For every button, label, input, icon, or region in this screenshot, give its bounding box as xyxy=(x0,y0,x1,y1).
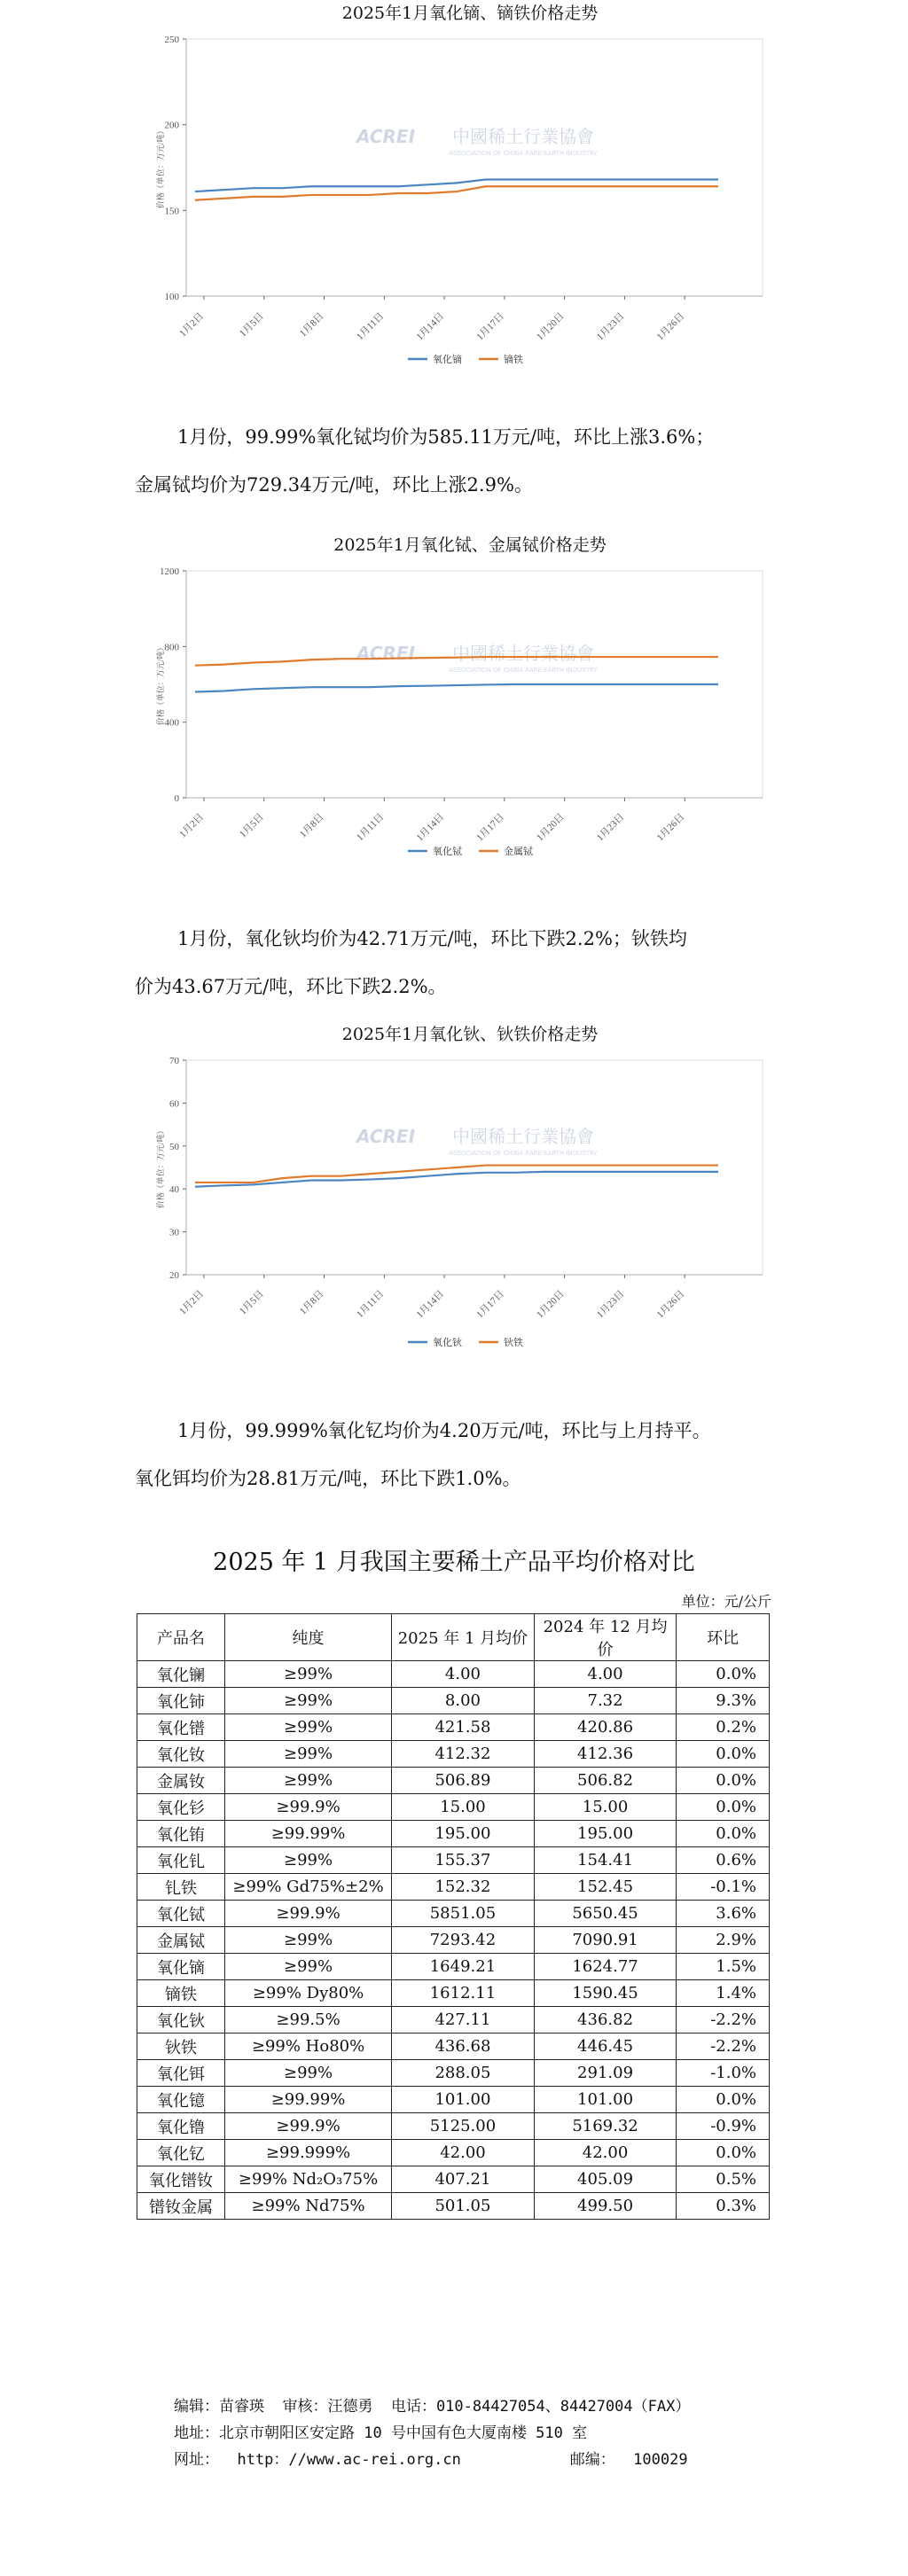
table-row xyxy=(137,1847,770,1874)
footer xyxy=(174,2393,690,2473)
x-tick-label: 1月2日 xyxy=(177,310,207,340)
cell-product: 氧化铈 xyxy=(137,1688,225,1714)
watermark-logo: ACREI xyxy=(356,643,416,664)
cell-jan-price: 288.05 xyxy=(392,2060,535,2087)
paragraph-line: 1月份，99.999%氧化钇均价为4.20万元/吨，环比与上月持平。 xyxy=(177,1420,711,1441)
cell-purity: ≥99.999% xyxy=(224,2140,391,2166)
watermark-sub: ASSOCIATION OF CHINA RARE EARTH INDUSTRY xyxy=(449,150,598,157)
x-tick-label: 1月11日 xyxy=(355,1288,387,1321)
x-tick-label: 1月14日 xyxy=(414,310,447,343)
watermark-name: 中國稀土行業協會 xyxy=(452,126,594,147)
cell-dec-price: 420.86 xyxy=(534,1714,677,1741)
legend-label: 钬铁 xyxy=(504,1337,523,1348)
x-tick-label: 1月2日 xyxy=(177,1288,207,1317)
cell-change: -2.2% xyxy=(677,2007,770,2033)
cell-product: 氧化铽 xyxy=(137,1901,225,1927)
cell-product: 氧化铒 xyxy=(137,2060,225,2087)
chart-title: 2025年1月氧化镝、镝铁价格走势 xyxy=(341,4,599,23)
paragraph-line: 1月份，氧化钬均价为42.71万元/吨，环比下跌2.2%；钬铁均 xyxy=(177,928,687,949)
watermark-name: 中國稀土行業協會 xyxy=(452,643,594,664)
cell-jan-price: 501.05 xyxy=(392,2193,535,2220)
footer-editor: 编辑：苗睿瑛 审核：汪德勇 电话：010-84427054、84427004（FAX） xyxy=(174,2398,691,2416)
cell-purity: ≥99% xyxy=(224,1688,391,1714)
x-tick-label: 1月26日 xyxy=(654,310,687,343)
table-header-row xyxy=(137,1614,770,1661)
cell-change: 0.0% xyxy=(677,2087,770,2113)
cell-dec-price: 5650.45 xyxy=(534,1901,677,1927)
cell-jan-price: 15.00 xyxy=(392,1794,535,1821)
cell-product: 氧化钬 xyxy=(137,2007,225,2033)
cell-change: 2.9% xyxy=(677,1927,770,1954)
cell-purity: ≥99.99% xyxy=(224,1821,391,1847)
cell-jan-price: 5851.05 xyxy=(392,1901,535,1927)
table-row xyxy=(137,1874,770,1901)
table-row xyxy=(137,1927,770,1954)
x-tick-label: 1月11日 xyxy=(355,811,387,844)
chart-title: 2025年1月氧化铽、金属铽价格走势 xyxy=(333,535,607,555)
cell-jan-price: 421.58 xyxy=(392,1714,535,1741)
y-tick-label: 400 xyxy=(164,717,179,729)
cell-dec-price: 5169.32 xyxy=(534,2113,677,2140)
cell-product: 氧化钇 xyxy=(137,2140,225,2166)
x-tick-label: 1月5日 xyxy=(238,1288,266,1317)
cell-dec-price: 446.45 xyxy=(534,2033,677,2060)
chart-dysprosium xyxy=(151,0,789,390)
cell-change: 0.2% xyxy=(677,1714,770,1741)
y-tick-label: 1200 xyxy=(160,566,179,577)
legend-label: 氧化铽 xyxy=(433,846,462,857)
y-tick-label: 30 xyxy=(169,1227,179,1238)
y-tick-label: 0 xyxy=(174,793,179,804)
cell-change: 0.0% xyxy=(677,2140,770,2166)
cell-change: 0.0% xyxy=(677,1661,770,1688)
x-tick-label: 1月8日 xyxy=(297,310,326,340)
cell-product: 氧化镥 xyxy=(137,2113,225,2140)
watermark-logo: ACREI xyxy=(356,126,416,147)
cell-jan-price: 427.11 xyxy=(392,2007,535,2033)
y-tick-label: 50 xyxy=(169,1141,179,1152)
cell-change: -0.1% xyxy=(677,1874,770,1901)
cell-change: 1.4% xyxy=(677,1980,770,2007)
table-row xyxy=(137,1980,770,2007)
cell-purity: ≥99% xyxy=(224,1954,391,1980)
cell-jan-price: 5125.00 xyxy=(392,2113,535,2140)
cell-jan-price: 42.00 xyxy=(392,2140,535,2166)
table-row xyxy=(137,2060,770,2087)
cell-product: 钆铁 xyxy=(137,1874,225,1901)
cell-purity: ≥99.9% xyxy=(224,2113,391,2140)
cell-purity: ≥99.9% xyxy=(224,1901,391,1927)
header-change: 环比 xyxy=(677,1614,770,1661)
x-tick-label: 1月20日 xyxy=(535,310,567,343)
header-jan-price: 2025 年 1 月均价 xyxy=(392,1614,535,1661)
cell-dec-price: 154.41 xyxy=(534,1847,677,1874)
cell-dec-price: 4.00 xyxy=(534,1661,677,1688)
table-row xyxy=(137,1768,770,1794)
cell-product: 氧化镨钕 xyxy=(137,2166,225,2193)
header-dec-price: 2024 年 12 月均价 xyxy=(534,1614,677,1661)
table-row xyxy=(137,2007,770,2033)
y-tick-label: 70 xyxy=(169,1056,179,1066)
price-table xyxy=(137,1613,770,2220)
footer-website: 网址： http：//www.ac-rei.org.cn 邮编： 100029 xyxy=(174,2451,688,2469)
y-tick-label: 20 xyxy=(169,1270,179,1281)
x-tick-label: 1月17日 xyxy=(474,310,507,343)
watermark-sub: ASSOCIATION OF CHINA RARE EARTH INDUSTRY xyxy=(449,667,598,674)
paragraph-yttrium xyxy=(135,1407,791,1503)
cell-purity: ≥99% xyxy=(224,1661,391,1688)
cell-change: 0.3% xyxy=(677,2193,770,2220)
cell-purity: ≥99% xyxy=(224,1768,391,1794)
cell-dec-price: 7.32 xyxy=(534,1688,677,1714)
table-row xyxy=(137,2033,770,2060)
plot-frame xyxy=(186,39,763,296)
x-tick-label: 1月14日 xyxy=(414,1288,447,1321)
cell-purity: ≥99% Gd75%±2% xyxy=(224,1874,391,1901)
x-tick-label: 1月17日 xyxy=(474,1288,507,1321)
cell-jan-price: 506.89 xyxy=(392,1768,535,1794)
watermark-name: 中國稀土行業協會 xyxy=(452,1126,594,1147)
cell-purity: ≥99.5% xyxy=(224,2007,391,2033)
y-axis-label: 价格（单位：万元/吨） xyxy=(156,126,165,209)
series-line-oxide xyxy=(195,684,718,692)
table-unit: 单位：元/公斤 xyxy=(681,1593,771,1610)
x-tick-label: 1月8日 xyxy=(297,1288,326,1317)
plot-frame xyxy=(186,1060,763,1275)
legend-label: 氧化钬 xyxy=(433,1337,462,1348)
cell-product: 镨钕金属 xyxy=(137,2193,225,2220)
legend-label: 镝铁 xyxy=(504,354,523,365)
cell-change: -0.9% xyxy=(677,2113,770,2140)
cell-change: 0.6% xyxy=(677,1847,770,1874)
x-tick-label: 1月14日 xyxy=(414,811,447,844)
table-row xyxy=(137,1794,770,1821)
cell-product: 氧化钐 xyxy=(137,1794,225,1821)
cell-product: 金属钕 xyxy=(137,1768,225,1794)
cell-product: 氧化镨 xyxy=(137,1714,225,1741)
cell-product: 氧化镝 xyxy=(137,1954,225,1980)
x-tick-label: 1月26日 xyxy=(654,1288,687,1321)
cell-jan-price: 1649.21 xyxy=(392,1954,535,1980)
footer-address: 地址：北京市朝阳区安定路 10 号中国有色大厦南楼 510 室 xyxy=(174,2424,588,2442)
x-tick-label: 1月23日 xyxy=(594,1288,627,1321)
cell-jan-price: 7293.42 xyxy=(392,1927,535,1954)
cell-product: 金属铽 xyxy=(137,1927,225,1954)
x-tick-label: 1月20日 xyxy=(535,811,567,844)
cell-purity: ≥99% xyxy=(224,1927,391,1954)
cell-dec-price: 152.45 xyxy=(534,1874,677,1901)
chart-title: 2025年1月氧化钬、钬铁价格走势 xyxy=(341,1025,599,1044)
cell-jan-price: 101.00 xyxy=(392,2087,535,2113)
cell-change: 0.0% xyxy=(677,1821,770,1847)
cell-change: -1.0% xyxy=(677,2060,770,2087)
cell-purity: ≥99% Nd75% xyxy=(224,2193,391,2220)
table-row xyxy=(137,1901,770,1927)
cell-jan-price: 195.00 xyxy=(392,1821,535,1847)
cell-purity: ≥99% xyxy=(224,1714,391,1741)
header-product: 产品名 xyxy=(137,1614,225,1661)
cell-product: 氧化镱 xyxy=(137,2087,225,2113)
cell-change: 0.0% xyxy=(677,1794,770,1821)
cell-purity: ≥99.9% xyxy=(224,1794,391,1821)
table-row xyxy=(137,2087,770,2113)
table-row xyxy=(137,2166,770,2193)
cell-dec-price: 412.36 xyxy=(534,1741,677,1768)
watermark-logo: ACREI xyxy=(356,1126,416,1147)
cell-jan-price: 412.32 xyxy=(392,1741,535,1768)
y-tick-label: 800 xyxy=(164,642,179,653)
cell-change: 9.3% xyxy=(677,1688,770,1714)
paragraph-line: 1月份，99.99%氧化铽均价为585.11万元/吨，环比上涨3.6%； xyxy=(177,426,715,448)
cell-change: 3.6% xyxy=(677,1901,770,1927)
cell-product: 氧化钆 xyxy=(137,1847,225,1874)
paragraph-line: 氧化铒均价为28.81万元/吨，环比下跌1.0%。 xyxy=(135,1468,521,1489)
table-row xyxy=(137,2193,770,2220)
cell-product: 镝铁 xyxy=(137,1980,225,2007)
cell-purity: ≥99% Dy80% xyxy=(224,1980,391,2007)
cell-dec-price: 405.09 xyxy=(534,2166,677,2193)
cell-change: 1.5% xyxy=(677,1954,770,1980)
x-tick-label: 1月23日 xyxy=(594,811,627,844)
y-tick-label: 60 xyxy=(169,1098,179,1110)
cell-product: 钬铁 xyxy=(137,2033,225,2060)
chart-terbium xyxy=(151,532,789,931)
cell-change: 0.0% xyxy=(677,1741,770,1768)
y-tick-label: 100 xyxy=(164,292,179,302)
x-tick-label: 1月26日 xyxy=(654,811,687,844)
y-tick-label: 200 xyxy=(164,120,179,131)
cell-product: 氧化镧 xyxy=(137,1661,225,1688)
cell-jan-price: 4.00 xyxy=(392,1661,535,1688)
x-tick-label: 1月23日 xyxy=(594,310,627,343)
table-row xyxy=(137,2140,770,2166)
y-tick-label: 40 xyxy=(169,1184,179,1196)
table-body xyxy=(137,1661,770,2220)
cell-jan-price: 155.37 xyxy=(392,1847,535,1874)
table-row xyxy=(137,1714,770,1741)
cell-dec-price: 15.00 xyxy=(534,1794,677,1821)
chart-svg xyxy=(151,0,789,390)
paragraph-holmium xyxy=(135,915,791,1011)
table-row xyxy=(137,1954,770,1980)
cell-jan-price: 1612.11 xyxy=(392,1980,535,2007)
x-tick-label: 1月8日 xyxy=(297,811,326,840)
table-row xyxy=(137,1741,770,1768)
chart-svg xyxy=(151,532,789,931)
cell-product: 氧化铕 xyxy=(137,1821,225,1847)
x-tick-label: 1月11日 xyxy=(355,310,387,343)
paragraph-terbium xyxy=(135,413,791,509)
x-tick-label: 1月17日 xyxy=(474,811,507,844)
table-row xyxy=(137,2113,770,2140)
cell-dec-price: 7090.91 xyxy=(534,1927,677,1954)
cell-dec-price: 1624.77 xyxy=(534,1954,677,1980)
header-purity: 纯度 xyxy=(224,1614,391,1661)
y-axis-label: 价格（单位：万元/吨） xyxy=(156,643,165,726)
cell-jan-price: 407.21 xyxy=(392,2166,535,2193)
x-tick-label: 1月20日 xyxy=(535,1288,567,1321)
cell-dec-price: 195.00 xyxy=(534,1821,677,1847)
cell-dec-price: 291.09 xyxy=(534,2060,677,2087)
chart-svg xyxy=(151,1021,789,1420)
cell-jan-price: 436.68 xyxy=(392,2033,535,2060)
paragraph-line: 金属铽均价为729.34万元/吨，环比上涨2.9%。 xyxy=(135,474,533,496)
cell-dec-price: 506.82 xyxy=(534,1768,677,1794)
table-row xyxy=(137,1688,770,1714)
cell-purity: ≥99% Ho80% xyxy=(224,2033,391,2060)
cell-jan-price: 8.00 xyxy=(392,1688,535,1714)
cell-product: 氧化钕 xyxy=(137,1741,225,1768)
watermark-sub: ASSOCIATION OF CHINA RARE EARTH INDUSTRY xyxy=(449,1150,598,1157)
cell-purity: ≥99% xyxy=(224,1741,391,1768)
x-tick-label: 1月5日 xyxy=(238,811,266,840)
table-title: 2025 年 1 月我国主要稀土产品平均价格对比 xyxy=(213,1549,695,1576)
x-tick-label: 1月5日 xyxy=(238,310,266,340)
y-axis-label: 价格（单位：万元/吨） xyxy=(156,1126,165,1209)
chart-holmium xyxy=(151,1021,789,1420)
cell-purity: ≥99% xyxy=(224,1847,391,1874)
cell-change: -2.2% xyxy=(677,2033,770,2060)
x-tick-label: 1月2日 xyxy=(177,811,207,840)
cell-purity: ≥99.99% xyxy=(224,2087,391,2113)
cell-purity: ≥99% Nd₂O₃75% xyxy=(224,2166,391,2193)
cell-dec-price: 101.00 xyxy=(534,2087,677,2113)
y-tick-label: 150 xyxy=(164,206,179,217)
cell-purity: ≥99% xyxy=(224,2060,391,2087)
cell-change: 0.5% xyxy=(677,2166,770,2193)
legend-label: 氧化镝 xyxy=(433,354,462,365)
legend-label: 金属铽 xyxy=(504,846,533,857)
cell-dec-price: 499.50 xyxy=(534,2193,677,2220)
table-row xyxy=(137,1661,770,1688)
cell-dec-price: 42.00 xyxy=(534,2140,677,2166)
cell-jan-price: 152.32 xyxy=(392,1874,535,1901)
y-tick-label: 250 xyxy=(164,35,179,45)
cell-dec-price: 436.82 xyxy=(534,2007,677,2033)
cell-dec-price: 1590.45 xyxy=(534,1980,677,2007)
cell-change: 0.0% xyxy=(677,1768,770,1794)
table-row xyxy=(137,1821,770,1847)
paragraph-line: 价为43.67万元/吨，环比下跌2.2%。 xyxy=(135,976,447,997)
